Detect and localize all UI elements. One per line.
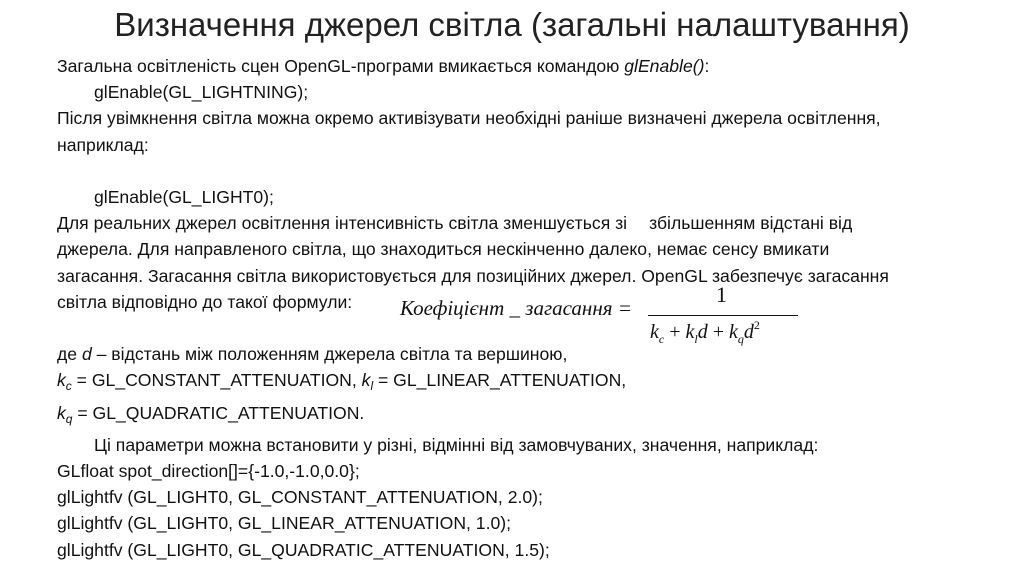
subscript: l [370,379,374,394]
exponent: 2 [753,318,760,332]
text-span: де [57,344,82,365]
code-line: glEnable(GL_LIGHTNING); [94,82,309,103]
text-span: Загальна освітленість сцен OpenGL-програми вмикається командою [57,56,625,76]
variable-k: k [650,321,659,343]
fraction-bar [648,315,798,316]
variable-k: k [729,321,738,343]
text-span: = GL_QUADRATIC_ATTENUATION. [72,402,365,423]
function-name: glEnable() [624,56,705,76]
text-span: збільшенням відстані від [649,213,853,234]
code-line: glEnable(GL_LIGHT0); [94,187,274,207]
variable-k: k [361,370,371,391]
attenuation-formula [400,282,800,356]
code-line: glLightfv (GL_LIGHT0, GL_CONSTANT_ATTENUATION, 2.0); [57,487,543,508]
plus-sign: + [664,321,686,343]
text-span: – відстань між положенням джерела світла та вершиною, [91,344,568,365]
variable-d: d [743,321,754,343]
formula-denominator [650,318,760,347]
text-line [57,400,1017,432]
variable-k: k [57,402,66,423]
subscript: l [694,332,698,346]
variable-k: k [685,321,695,343]
text-line: Ці параметри можна встановити у різні, відмінні від замовчуваних, значення, наприклад: [94,434,819,455]
text-line [57,53,1017,79]
variable-d: d [697,321,708,343]
code-line: glLightfv (GL_LIGHT0, GL_QUADRATIC_ATTENUATION, 1.5); [57,539,550,560]
text-span: : [704,56,710,76]
slide-title: Визначення джерел світла (загальні налаштування) [114,6,910,43]
text-line: світла відповідно до такої формули: [57,291,353,312]
text-span: = GL_LINEAR_ATTENUATION, [373,370,627,391]
text-line [57,210,1017,236]
variable-k: k [57,370,66,391]
blank-line [57,158,1017,184]
text-line [57,367,1017,399]
subscript: q [737,332,744,346]
code-line: glLightfv (GL_LIGHT0, GL_LINEAR_ATTENUATION, 1.0); [57,513,512,534]
formula-lhs: Коефіцієнт _ загасання = [400,296,632,320]
formula-numerator: 1 [716,282,727,307]
text-line: наприклад: [57,134,149,155]
variable-d: d [81,344,92,365]
subscript: c [658,332,665,346]
subscript: c [65,379,72,394]
text-line: Після увімкнення світла можна окремо активізувати необхідні раніше визначені джерела освітлення, [57,108,881,129]
text-span: = GL_CONSTANT_ATTENUATION, [71,370,362,391]
code-line: GLfloat spot_direction[]={-1.0,-1.0,0.0}; [57,461,360,482]
plus-sign: + [707,321,730,343]
subscript: q [65,411,73,426]
text-line: джерела. Для направленого світла, що знаходиться нескінченно далеко, немає сенсу вмикати [57,239,830,260]
text-span: Для реальних джерел освітлення інтенсивність світла зменшується зі [57,213,628,234]
text-line: загасання. Загасання світла використовується для позиційних джерел. OpenGL забезпечує загасання [57,265,889,286]
